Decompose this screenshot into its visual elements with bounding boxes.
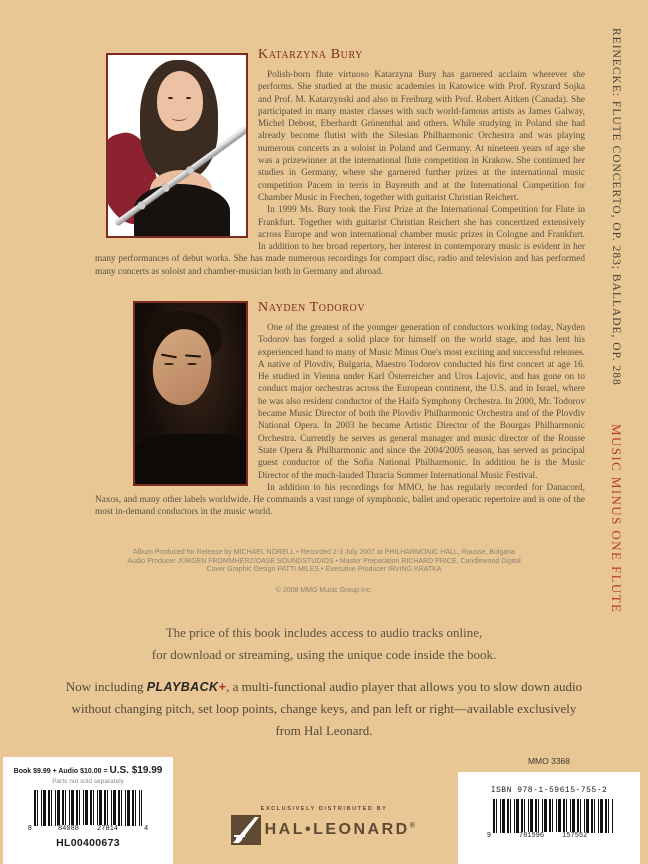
nayden-todorov-photo [133,301,248,486]
bio-paragraph: One of the greatest of the younger generation of conductors working today, Nayden Todorov has forged a solid place for himself on the world stage, and has lent his experienced hand to many of Music Minus One's most exciting and successful releases. A native of Plovdiv, Bulgaria, Maestro Todorov conducted his first concert at age 16. He studied in Vienna under Karl Österreicher and Uros Lajovic, and has gone on to conduct major orchestras across the European continent, the U.S. and in Israel, where he was also resident conductor of the Haifa Symphony Orchestra. In 2000, Mr. Todorov became Music Director of both the Plovdiv Philharmonic Orchestra and of the Plovdiv National Opera. In 2003 he became Artistic Director of the Bourgas Philharmonic Orchestra. Currently he serves as general manager and music director of the Rousse State Opera & Philharmonic and since the 2004/2005 season, has served as principal guest conductor of the Sofia National Philharmonic. In addition he is the Music Director of the much-lauded Thracia Summer International Music Festival. [258,323,585,481]
mmo-catalog-number: MMO 3368 [527,756,571,766]
credits-line: Audio Producer JÜRGEN FROMMHERZ/OASE SOUNDSTUDIOS • Master Preparation RICHARD PRICE, Candlewood Digital [127,557,521,565]
spine-title: REINECKE: FLUTE CONCERTO, OP. 283; BALLADE, OP. 288 [610,28,622,386]
bio-katarzyna-bury [95,45,585,278]
black-top-shape [134,184,230,236]
isbn-label: ISBN 978-1-59615-755-2 [490,786,608,795]
hal-leonard-catalog-number: HL00400673 [56,837,120,849]
isbn-bars-wrap [493,799,613,840]
upc-digit-right: 4 [144,825,149,833]
hal-leonard-logo-mark-icon [231,815,261,845]
bio-paragraph: In 1999 Ms. Bury took the First Prize at the International Competition for Flute in Frankfurt. Together with guitarist Christian Reichert she has concertized extensively across Europe and won international chamber music prizes in Cologne and Frankfurt. In addition to her broad repertory, her interest in contemporary music is evident in her many performances of debut works. She has made numerous recordings for compact disc, radio and television and has performed many concerts as soloist and chamber-musician both in Germany and abroad. [95,205,585,277]
price-total: U.S. $19.99 [109,765,163,776]
isbn-digit-group: 157552 [562,832,588,840]
spine-series-label: MUSIC MINUS ONE FLUTE [609,424,624,614]
isbn-box [458,772,640,864]
credits-line: Album Produced for Release by MICHAEL NORELL • Recorded 2-3 July 2007 at PHILHARMONIC HALL, Rousse, Bulgaria [132,549,516,556]
bio-heading-nayden-todorov: Nayden Todorov [258,300,366,315]
barcode-bars [34,790,142,826]
parts-note: Parts not sold separately [52,778,124,785]
isbn-barcode [458,799,640,840]
bio-heading-katarzyna-bury: Katarzyna Bury [258,47,363,62]
upc-digit-left: 8 [27,825,32,833]
credits-line: Cover Graphic Design PATTI MILES • Executive Producer IRVING KRATKA [206,566,442,574]
distributor-tagline: EXCLUSIVELY DISTRIBUTED BY [260,806,388,812]
bio-nayden-todorov [95,298,585,519]
face-shape [157,71,203,131]
smile-shape [171,113,187,121]
hal-leonard-wordmark [265,821,418,839]
upc-barcode [3,790,173,833]
eye-shape [186,97,191,99]
price-breakdown: Book $9.99 + Audio $10.00 = [13,768,110,775]
katarzyna-bury-photo [106,53,248,238]
registered-mark: ® [409,822,418,830]
upc-bars-wrap [34,790,142,833]
audio-access-line: for download or streaming, using the unique code inside the book. [151,647,497,662]
playback-note-prefix: Now including [65,679,147,694]
eye-shape [168,97,173,99]
isbn-digit-group: 781596 [518,832,545,840]
playback-logo-text: PLAYBACK [146,680,219,694]
playback-plus-logo [147,680,226,694]
audio-access-note [0,622,648,666]
playback-plus-icon: + [218,680,227,694]
bio-paragraph: In addition to his recordings for MMO, he has regularly recorded for Danacord, Naxos, and many other labels worldwide. He commands a vast range of symphonic, ballet and operatic repertoire and is one of the most in-demand conductors in the music world. [95,482,585,518]
production-credits [0,549,648,575]
hal-leonard-name: HAL•LEONARD [264,821,410,838]
playback-plus-note [64,676,584,742]
eye-shape [164,363,174,365]
upc-digit-group: 84088 [57,825,79,833]
hal-leonard-logo [200,815,448,845]
upc-digits [58,825,118,833]
playback-note-suffix: , a multi-functional audio player that allows you to slow down audio without changing pitch, set loop points, change keys, and pan left or right—available exclusively from Hal Leonard. [71,679,583,738]
torso-shape [135,434,246,484]
isbn-digits [519,832,587,840]
isbn-digit-left: 9 [486,832,492,840]
copyright-notice: © 2008 MMO Music Group Inc. [275,587,373,594]
upc-digit-group: 27814 [97,825,119,833]
price-upc-box [3,757,173,864]
barcode-bars [493,799,613,833]
distributor-block [200,806,448,845]
eye-shape [187,363,197,365]
bio-paragraph: Polish-born flute virtuoso Katarzyna Bury has garnered acclaim wherever she performs. She studied at the music academies in Katowice with Prof. Ryszard Sojka and Prof. M. Katarzynski and also in Freiburg with Prof. Robert Aitken (Canada). She participated in many master classes with such world-famous artists as James Galway, Michel Debost, Eberhardt Grünenthal and others. While studying in Poland she had already become flutist with the Silesian Philharmonic Orchestra and was playing numerous concerts as a soloist in Poland and Germany. At nineteen years of age she was a prizewinner at the international flute competition in Krakow. She continued her studies in Germany, where she garnered further prizes at the international music competition Pacem in terris in Bayreuth and at the International Competition for Chamber Music in Frechen, together with guitarist Christian Reichert. [258,70,585,203]
price-line [3,765,173,776]
audio-access-line: The price of this book includes access to audio tracks online, [165,625,483,640]
